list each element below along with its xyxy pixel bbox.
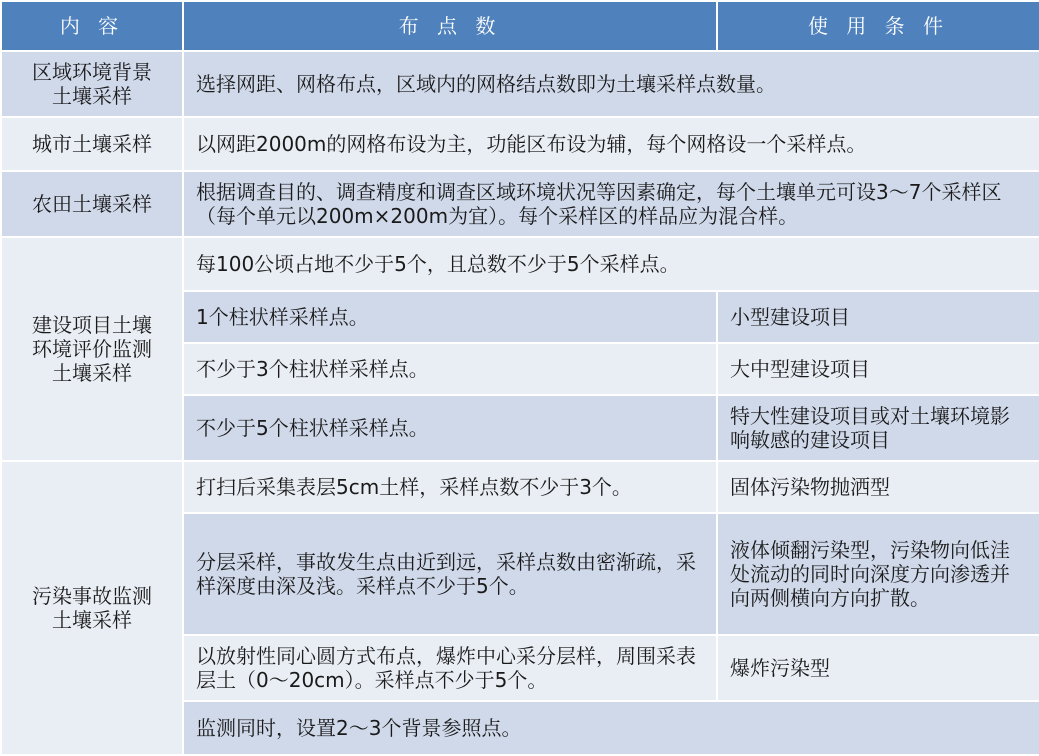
table-row	[1, 461, 1039, 513]
header-row	[1, 1, 1039, 51]
header-points: 布 点 数	[183, 1, 717, 51]
row-label: 污染事故监测 土壤采样	[1, 461, 183, 755]
condition-cell: 固体污染物抛洒型	[717, 461, 1039, 513]
table-row	[1, 237, 1039, 291]
condition-cell: 液体倾翻污染型，污染物向低洼处流动的同时向深度方向渗透并向两侧横向方向扩散。	[717, 513, 1039, 635]
points-cell: 选择网距、网格布点，区域内的网格结点数即为土壤采样点数量。	[183, 51, 1039, 117]
row-label: 建设项目土壤 环境评价监测 土壤采样	[1, 237, 183, 461]
header-condition: 使 用 条 件	[717, 1, 1039, 51]
condition-cell: 小型建设项目	[717, 291, 1039, 343]
table-row	[1, 117, 1039, 171]
condition-cell: 大中型建设项目	[717, 343, 1039, 395]
header-content: 内 容	[1, 1, 183, 51]
points-cell: 以放射性同心圆方式布点，爆炸中心采分层样，周围采表层土（0～20cm）。采样点不少于5个。	[183, 635, 717, 701]
points-cell: 以网距2000m的网格布设为主，功能区布设为辅，每个网格设一个采样点。	[183, 117, 1039, 171]
points-cell: 分层采样，事故发生点由近到远，采样点数由密渐疏，采样深度由深及浅。采样点不少于5个。	[183, 513, 717, 635]
points-cell: 监测同时，设置2～3个背景参照点。	[183, 701, 1039, 755]
table-row	[1, 51, 1039, 117]
condition-cell: 爆炸污染型	[717, 635, 1039, 701]
condition-cell: 特大性建设项目或对土壤环境影响敏感的建设项目	[717, 395, 1039, 461]
points-cell: 1个柱状样采样点。	[183, 291, 717, 343]
points-cell: 打扫后采集表层5cm土样，采样点数不少于3个。	[183, 461, 717, 513]
row-label: 区域环境背景 土壤采样	[1, 51, 183, 117]
table-row	[1, 171, 1039, 237]
row-label: 农田土壤采样	[1, 171, 183, 237]
points-cell: 每100公顷占地不少于5个，且总数不少于5个采样点。	[183, 237, 1039, 291]
points-cell: 根据调查目的、调查精度和调查区域环境状况等因素确定，每个土壤单元可设3～7个采样区（每个单元以200m×200m为宜）。每个采样区的样品应为混合样。	[183, 171, 1039, 237]
points-cell: 不少于3个柱状样采样点。	[183, 343, 717, 395]
row-label: 城市土壤采样	[1, 117, 183, 171]
points-cell: 不少于5个柱状样采样点。	[183, 395, 717, 461]
